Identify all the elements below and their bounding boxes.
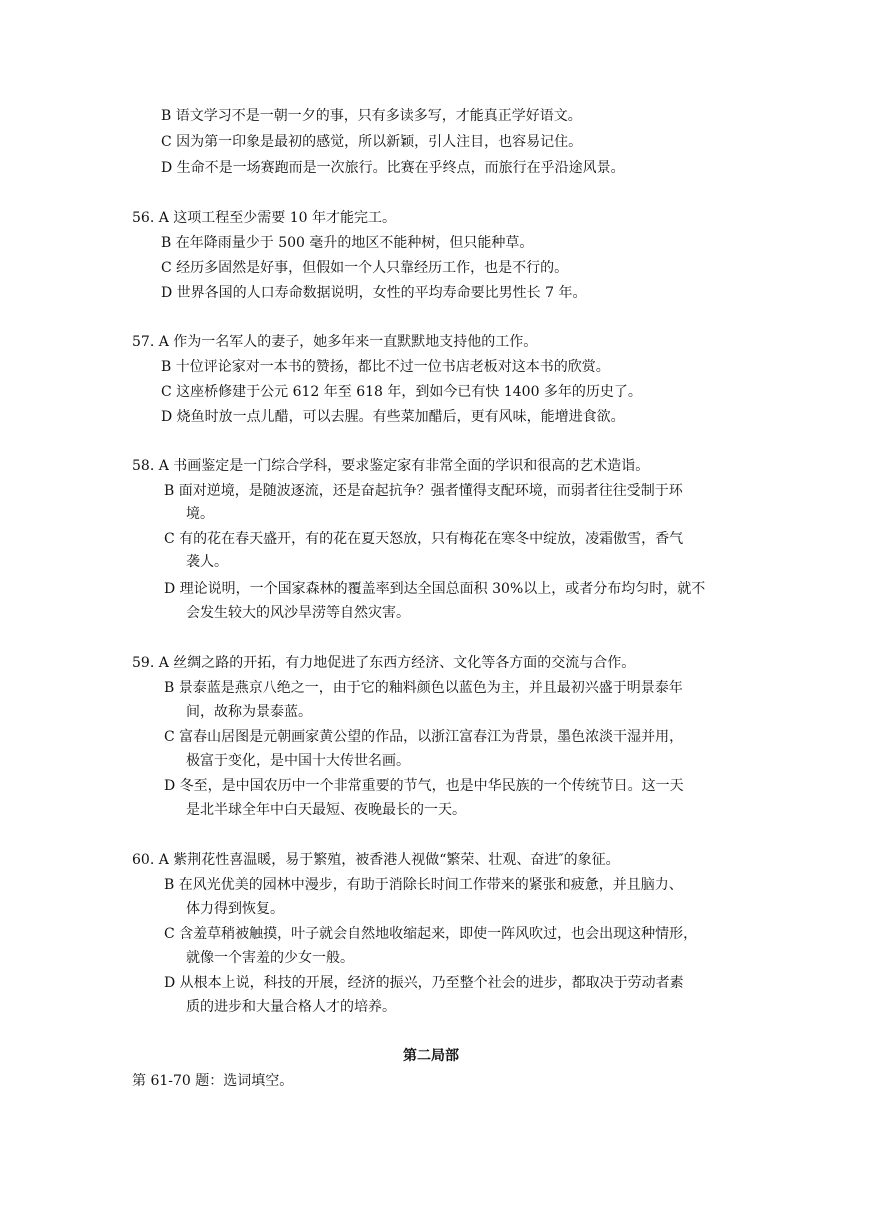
q59-option-d-line1: D 冬至，是中国农历中一个非常重要的节气，也是中华民族的一个传统节日。这一天 [164, 778, 684, 794]
q60-option-b-line1: B 在风光优美的园林中漫步，有助于消除长时间工作带来的紧张和疲惫，并且脑力、 [164, 877, 683, 893]
q59-option-b-line1: B 景泰蓝是燕京八绝之一，由于它的釉料颜色以蓝色为主，并且最初兴盛于明景泰年 [164, 680, 683, 696]
q60-option-d-line2: 质的进步和大量合格人才的培养。 [186, 999, 396, 1015]
q56-option-d: D 世界各国的人口寿命数据说明，女性的平均寿命要比男性长 7 年。 [161, 285, 587, 301]
q60-option-c-line1: C 含羞草稍被触摸，叶子就会自然地收缩起来，即使一阵风吹过，也会出现这种情形， [164, 926, 698, 942]
q55-option-b: B 语文学习不是一朝一夕的事，只有多读多写，才能真正学好语文。 [161, 108, 582, 124]
q58-option-c-line2: 袭人。 [186, 554, 228, 570]
q58-option-b-line2: 境。 [186, 506, 214, 522]
q58-option-d-line2: 会发生较大的风沙旱涝等自然灾害。 [186, 605, 410, 621]
q58-option-a: 58. A 书画鉴定是一门综合学科，要求鉴定家有非常全面的学识和很高的艺术造诣。 [132, 458, 650, 474]
q60-option-a: 60. A 紫荆花性喜温暖，易于繁殖，被香港人视做“繁荣、壮观、奋进″的象征。 [132, 852, 620, 868]
q58-option-d-line1: D 理论说明，一个国家森林的覆盖率到达全国总面积 30%以上，或者分布均匀时，就不 [164, 581, 706, 597]
q57-option-b: B 十位评论家对一本书的赞扬，都比不过一位书店老板对这本书的欣赏。 [161, 359, 610, 375]
q59-option-a: 59. A 丝绸之路的开拓，有力地促进了东西方经济、文化等各方面的交流与合作。 [132, 655, 636, 671]
q58-option-c-line1: C 有的花在春天盛开，有的花在夏天怒放，只有梅花在寒冬中绽放，凌霜傲雪，香气 [164, 531, 684, 547]
section-title: 第二局部 [403, 1048, 459, 1064]
q56-option-a: 56. A 这项工程至少需要 10 年才能完工。 [132, 210, 396, 226]
q57-option-a: 57. A 作为一名军人的妻子，她多年来一直默默地支持他的工作。 [132, 334, 538, 350]
q56-option-c: C 经历多固然是好事，但假如一个人只靠经历工作，也是不行的。 [161, 260, 569, 276]
q57-option-c: C 这座桥修建于公元 612 年至 618 年，到如今已有快 1400 多年的历史了。 [161, 384, 642, 400]
q57-option-d: D 烧鱼时放一点儿醋，可以去腥。有些菜加醋后，更有风味，能增进食欲。 [161, 409, 625, 425]
q60-option-d-line1: D 从根本上说，科技的开展，经济的振兴，乃至整个社会的进步，都取决于劳动者素 [164, 975, 684, 991]
q60-option-c-line2: 就像一个害羞的少女一般。 [186, 950, 354, 966]
q60-option-b-line2: 体力得到恢复。 [186, 901, 284, 917]
q55-option-d: D 生命不是一场赛跑而是一次旅行。比赛在乎终点，而旅行在乎沿途风景。 [161, 160, 625, 176]
q59-option-c-line2: 极富于变化，是中国十大传世名画。 [186, 753, 410, 769]
q59-option-c-line1: C 富春山居图是元朝画家黄公望的作品，以浙江富春江为背景，墨色浓淡干湿并用， [164, 729, 684, 745]
section-instruction: 第 61-70 题：选词填空。 [132, 1073, 294, 1089]
q56-option-b: B 在年降雨量少于 500 毫升的地区不能种树，但只能种草。 [161, 235, 534, 251]
q55-option-c: C 因为第一印象是最初的感觉，所以新颖，引人注目，也容易记住。 [161, 134, 583, 150]
q59-option-d-line2: 是北半球全年中白天最短、夜晚最长的一天。 [186, 802, 466, 818]
q58-option-b-line1: B 面对逆境，是随波逐流，还是奋起抗争？强者懂得支配环境，而弱者往往受制于环 [164, 483, 683, 499]
q59-option-b-line2: 间，故称为景泰蓝。 [186, 704, 312, 720]
